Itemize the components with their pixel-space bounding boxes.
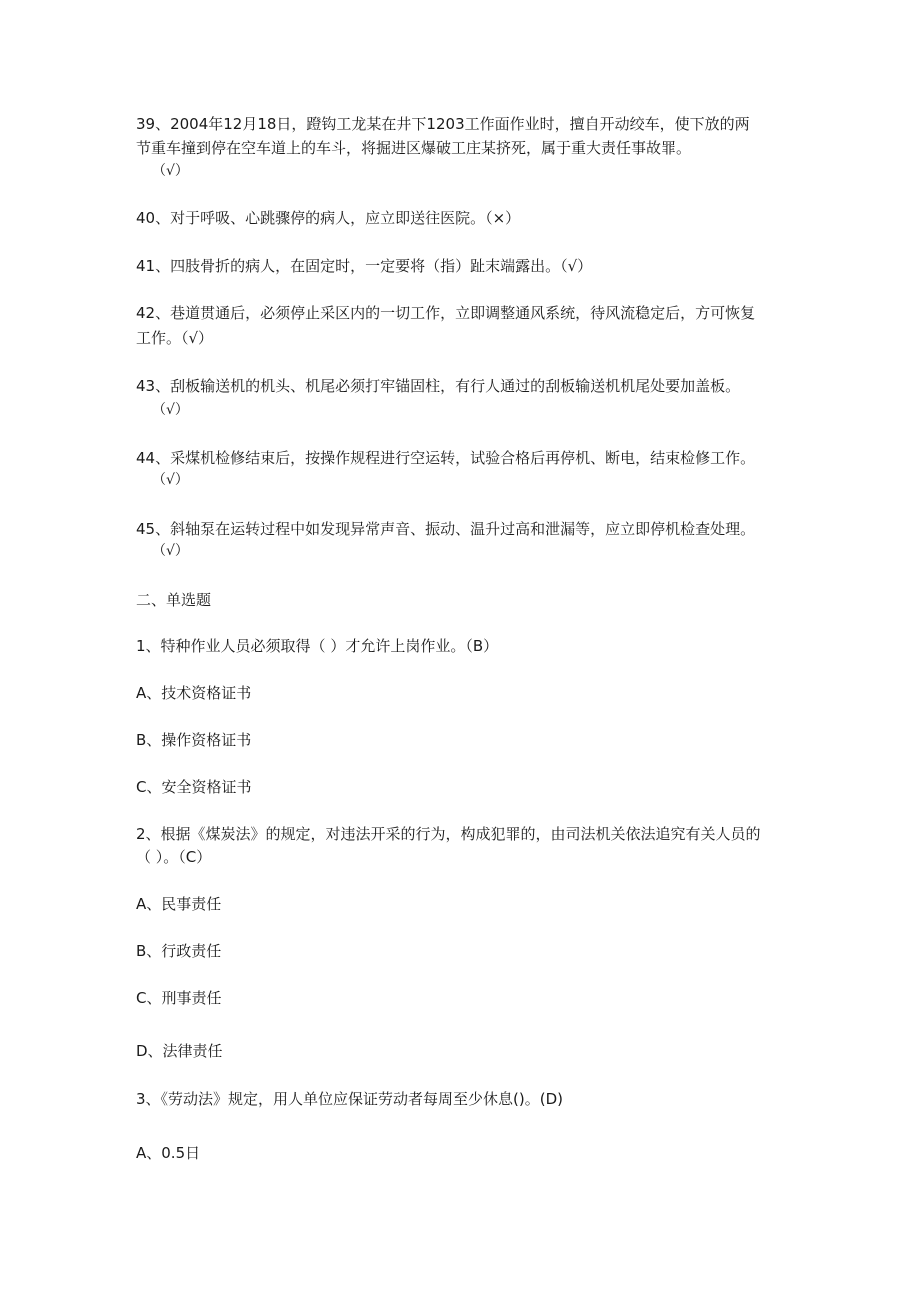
tf-question-44-answer: （√） (152, 472, 189, 488)
tf-question-45-answer: （√） (152, 543, 189, 559)
tf-question-43-line1: 43、刮板输送机的机头、机尾必须打牢锚固柱，有行人通过的刮板输送机机尾处要加盖板。 (136, 377, 741, 395)
mc-question-1-option-c: C、安全资格证书 (136, 778, 252, 796)
tf-question-39-line2: 节重车撞到停在空车道上的车斗，将掘进区爆破工庄某挤死，属于重大责任事故罪。 (136, 139, 692, 157)
tf-question-44-line1: 44、采煤机检修结束后，按操作规程进行空运转，试验合格后再停机、断电，结束检修工作。 (136, 449, 756, 467)
mc-question-3-stem: 3、《劳动法》规定，用人单位应保证劳动者每周至少休息()。(D) (136, 1090, 564, 1108)
section-title-single-choice: 二、单选题 (136, 591, 212, 609)
tf-question-40: 40、对于呼吸、心跳骤停的病人，应立即送往医院。（×） (136, 209, 521, 227)
tf-question-45-line1: 45、斜轴泵在运转过程中如发现异常声音、振动、温升过高和泄漏等，应立即停机检查处理。 (136, 520, 756, 538)
mc-question-2-option-c: C、刑事责任 (136, 989, 222, 1007)
mc-question-2-stem-line1: 2、根据《煤炭法》的规定，对违法开采的行为，构成犯罪的，由司法机关依法追究有关人员的 (136, 825, 761, 843)
tf-question-43-answer: （√） (152, 402, 189, 418)
tf-question-42-line1: 42、巷道贯通后，必须停止采区内的一切工作，立即调整通风系统，待风流稳定后，方可恢复 (136, 304, 756, 322)
tf-question-42-line2: 工作。（√） (136, 329, 214, 347)
mc-question-2-option-d: D、法律责任 (136, 1042, 223, 1060)
tf-question-41: 41、四肢骨折的病人，在固定时，一定要将（指）趾末端露出。（√） (136, 257, 593, 275)
mc-question-2-stem-line2: （ ）。（C） (136, 848, 212, 866)
mc-question-3-option-a: A、0.5日 (136, 1144, 201, 1162)
mc-question-1-stem: 1、特种作业人员必须取得（ ）才允许上岗作业。（B） (136, 637, 499, 655)
mc-question-2-option-b: B、行政责任 (136, 942, 222, 960)
tf-question-39-answer: （√） (152, 163, 189, 179)
mc-question-1-option-a: A、技术资格证书 (136, 684, 252, 702)
tf-question-39-line1: 39、2004年12月18日，蹬钩工龙某在井下1203工作面作业时，擅自开动绞车，使下放的两 (136, 115, 750, 133)
mc-question-2-option-a: A、民事责任 (136, 895, 222, 913)
mc-question-1-option-b: B、操作资格证书 (136, 731, 252, 749)
